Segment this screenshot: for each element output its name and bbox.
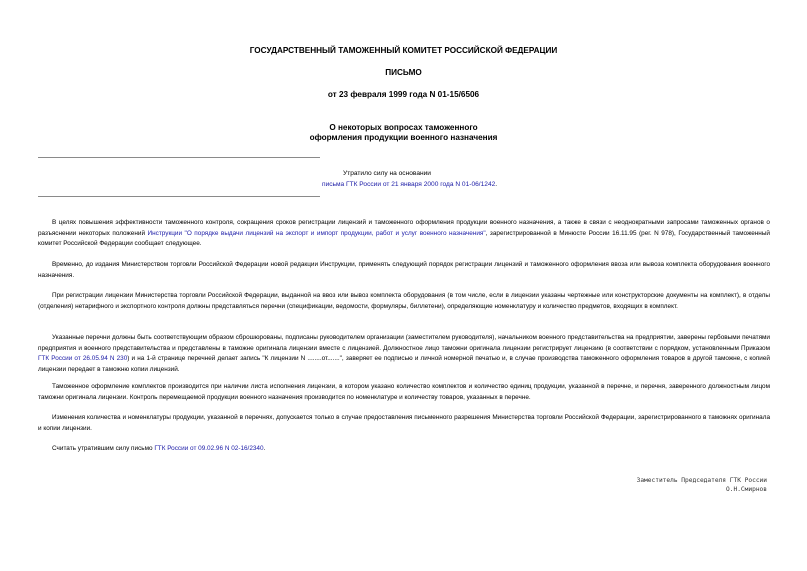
signature-block: [637, 476, 767, 494]
document-type: ПИСЬМО: [385, 68, 422, 77]
status-line: Утратило силу на основании: [343, 170, 431, 177]
instruction-link[interactable]: Инструкции "О порядке выдачи лицензий на экспорт и импорт продукции, работ и услуг военного назначения": [147, 229, 486, 237]
signatory-name: О.Н.Смирнов: [726, 486, 767, 493]
paragraph-3: При регистрации лицензии Министерства торговли Российской Федерации, выданной на ввоз или вывоз комплекта оборудования (в том числе, если в лицензии указаны чертежные или конструкторские документы на комплект), в отделы (отделения) нетарифного и экспортного контроля должны представляться перечни (спецификации, ведомости, формуляры, биллетени), определяющие номенклатуру и количество предметов, входящих в комплект.: [38, 292, 770, 310]
paragraph-1-text-b: , зарегистрированной в Минюсте России 16.11.95 (рег. N 978), Государственный таможенный комитет Российской Федерации сообщает следующее.: [38, 229, 770, 247]
divider-bottom: [38, 196, 320, 197]
paragraph-1-text-a: В целях повышения эффективности таможенного контроля, сокращения сроков регистрации лицензий и таможенного оформления продукции военного назначения, а также в связи с неоднократными запросами таможенных органов о разъяснении некоторых положений: [38, 219, 770, 237]
signatory-title: Заместитель Председателя ГТК России: [636, 477, 767, 484]
repealed-letter-link[interactable]: ГТК России от 09.02.96 N 02-16/2340: [154, 445, 264, 452]
subject-line-2: оформления продукции военного назначения: [309, 133, 498, 142]
document-date-number: от 23 февраля 1999 года N 01-15/6506: [327, 90, 480, 99]
paragraph-4-text-b: ) и на 1-й странице перечней делает запись "К лицензии N ........от.......", заверяет ее подписью и личной номерной печатью и, в случае производства таможенного оформления товаров в другой таможне, с копией лицензии передает в таможню копии лицензий.: [38, 355, 771, 373]
divider-top: [38, 157, 320, 158]
paragraph-5: Таможенное оформление комплектов производится при наличии листа исполнения лицензии, в котором указано количество комплектов и количество единиц продукции, указанной в перечне, и перечня, заверенного должностным лицом таможни оригинала лицензии. Контроль перемещаемой продукции военного назначения производится по номенклатуре и количеству товаров, указанных в перечне.: [38, 383, 770, 401]
paragraph-7-text-b: .: [263, 445, 266, 452]
status-link[interactable]: письма ГТК России от 21 января 2000 года N 01-06/1242: [322, 181, 496, 188]
status-link-period: .: [495, 181, 498, 188]
paragraph-4-text-a: Указанные перечни должны быть соответствующим образом сброшюрованы, подписаны руководителем организации (заместителем руководителя), начальником военного представительства на предприятии, заверены гербовыми печатями предприятия и военного представительства и представлены в таможне оригинала лицензии вместе с лицензией. Должностное лицо таможни оригинала лицензии регистрирует лицензию (в соответствии с порядком, установленным Приказом: [38, 334, 770, 352]
status-note: [322, 168, 498, 190]
paragraph-1: [38, 218, 770, 250]
paragraph-2: Временно, до издания Министерством торговли Российской Федерации новой редакции Инструкции, применять следующий порядок регистрации лицензий и таможенного оформления ввоза или вывоза комплекта оборудования военного назначения.: [38, 261, 770, 279]
paragraph-7-text-a: Считать утратившим силу письмо: [52, 445, 155, 452]
issuing-authority: ГОСУДАРСТВЕННЫЙ ТАМОЖЕННЫЙ КОМИТЕТ РОССИЙСКОЙ ФЕДЕРАЦИИ: [249, 46, 558, 55]
paragraph-4: [38, 333, 770, 375]
paragraph-7: [38, 444, 770, 455]
status-reference: [322, 179, 498, 190]
order-link[interactable]: ГТК России от 26.05.94 N 230: [38, 355, 128, 362]
paragraph-6: Изменения количества и номенклатуры продукции, указанной в перечнях, допускается только в случае предоставления письменного разрешения Министерства торговли Российской Федерации, зарегистрированного в таможнях оригинала и копии лицензии.: [38, 414, 770, 432]
subject-line-1: О некоторых вопросах таможенного: [329, 123, 478, 132]
